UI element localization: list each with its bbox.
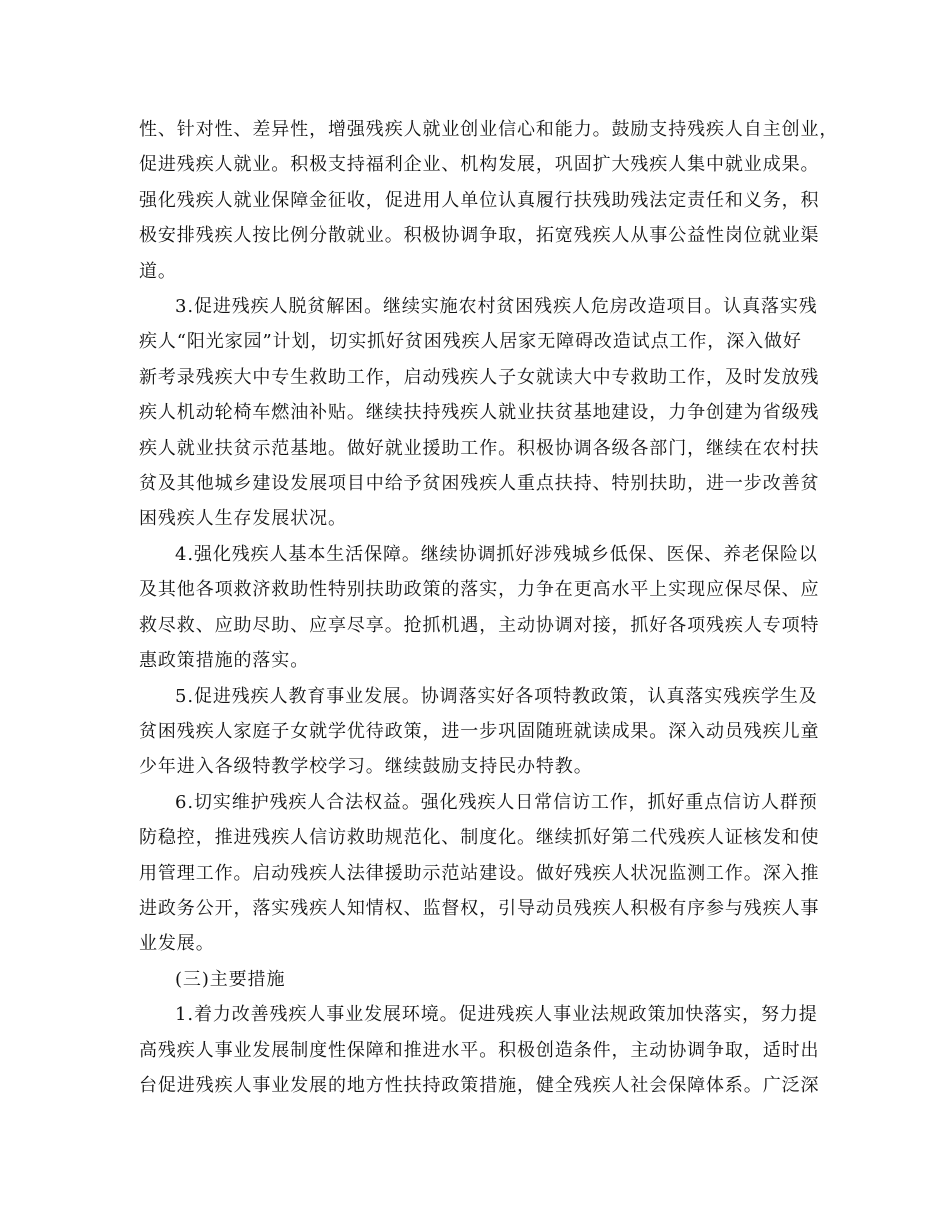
text-line: 困残疾人生存发展状况。 (139, 508, 347, 530)
text-line: 6.切实维护残疾人合法权益。强化残疾人日常信访工作，抓好重点信访人群预 (175, 791, 818, 813)
text-line: 进政务公开，落实残疾人知情权、监督权，引导动员残疾人积极有序参与残疾人事 (139, 897, 820, 919)
text-line: 促进残疾人就业。积极支持福利企业、机构发展，巩固扩大残疾人集中就业成果。 (139, 154, 820, 176)
section-heading-main-measures (139, 962, 829, 997)
text-line: 强化残疾人就业保障金征收，促进用人单位认真履行扶残助残法定责任和义务，积 (139, 189, 820, 211)
text-line: 贫及其他城乡建设发展项目中给予贫困残疾人重点扶持、特别扶助，进一步改善贫 (139, 473, 820, 495)
paragraph-employment-continuation (139, 112, 839, 289)
paragraph-legal-rights (139, 785, 829, 962)
text-line: 道。 (139, 260, 177, 282)
text-line: 用管理工作。启动残疾人法律援助示范站建设。做好残疾人状况监测工作。深入推 (139, 862, 820, 884)
document-body (139, 112, 839, 1103)
text-line: 救尽救、应助尽助、应享尽享。抢抓机遇，主动协调对接，抓好各项残疾人专项特 (139, 614, 820, 636)
text-line: 性、针对性、差异性，增强残疾人就业创业信心和能力。鼓励支持残疾人自主创业， (139, 119, 839, 140)
text-line: 惠政策措施的落实。 (139, 650, 310, 672)
text-line: 1.着力改善残疾人事业发展环境。促进残疾人事业法规政策加快落实，努力提 (175, 1004, 818, 1026)
text-line: 3.促进残疾人脱贫解困。继续实施农村贫困残疾人危房改造项目。认真落实残 (175, 296, 818, 318)
paragraph-basic-living-security (139, 537, 829, 679)
text-line: 业发展。 (139, 933, 215, 955)
text-line: 疾人机动轮椅车燃油补贴。继续扶持残疾人就业扶贫基地建设，力争创建为省级残 (139, 402, 820, 424)
text-line: 高残疾人事业发展制度性保障和推进水平。积极创造条件，主动协调争取，适时出 (139, 1039, 820, 1061)
text-line: 疾人就业扶贫示范基地。做好就业援助工作。积极协调各级各部门，继续在农村扶 (139, 437, 820, 459)
text-line: 及其他各项救济救助性特别扶助政策的落实，力争在更高水平上实现应保尽保、应 (139, 579, 820, 601)
text-line: 少年进入各级特教学校学习。继续鼓励支持民办特教。 (139, 756, 593, 778)
paragraph-poverty-relief (139, 289, 829, 537)
text-line: 4.强化残疾人基本生活保障。继续协调抓好涉残城乡低保、医保、养老保险以 (175, 543, 818, 565)
text-line: 疾人“阳光家园”计划，切实抓好贫困残疾人居家无障碍改造试点工作，深入做好 (139, 331, 802, 353)
paragraph-education-development (139, 679, 829, 785)
text-line: 台促进残疾人事业发展的地方性扶持政策措施，健全残疾人社会保障体系。广泛深 (139, 1074, 820, 1096)
paragraph-development-environment (139, 997, 829, 1103)
text-line: 极安排残疾人按比例分散就业。积极协调争取，拓宽残疾人从事公益性岗位就业渠 (139, 225, 820, 247)
text-line: 5.促进残疾人教育事业发展。协调落实好各项特教政策，认真落实残疾学生及 (175, 685, 818, 707)
text-line: 贫困残疾人家庭子女就学优待政策，进一步巩固随班就读成果。深入动员残疾儿童 (139, 720, 820, 742)
text-line: 防稳控，推进残疾人信访救助规范化、制度化。继续抓好第二代残疾人证核发和使 (139, 827, 820, 849)
text-line: (三)主要措施 (175, 968, 286, 990)
text-line: 新考录残疾大中专生救助工作，启动残疾人子女就读大中专救助工作，及时发放残 (139, 366, 820, 388)
